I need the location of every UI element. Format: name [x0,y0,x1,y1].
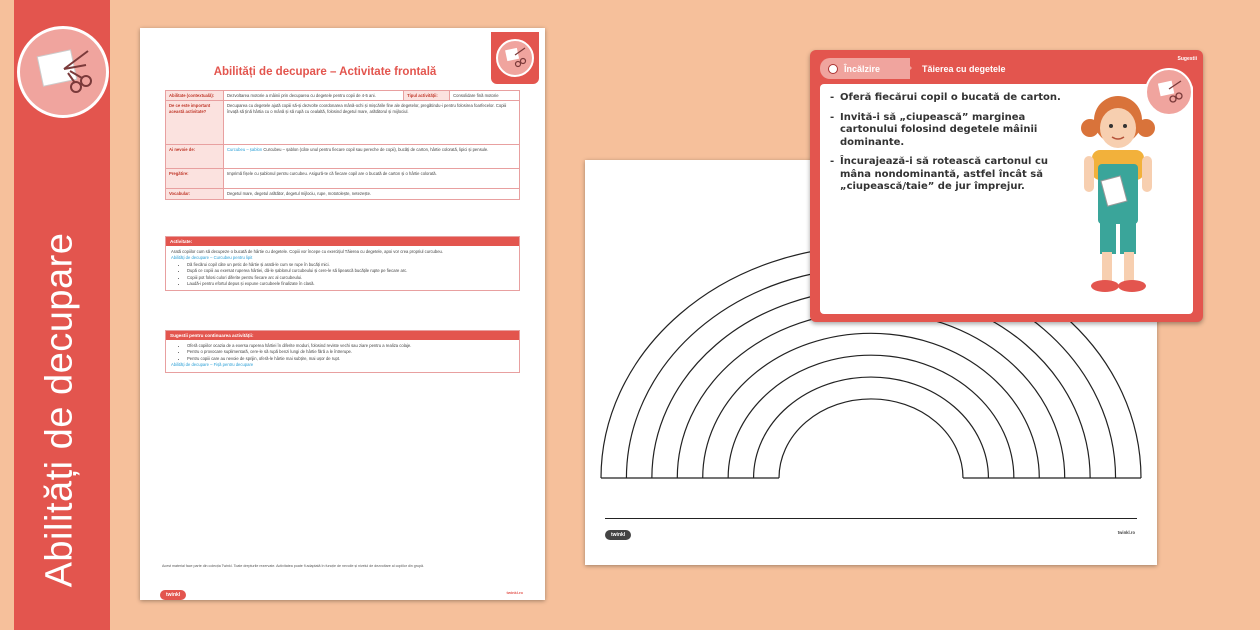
card-badge [1145,68,1193,116]
list-item: • Pentru o provocare suplimentară, cere-le să rupă benzi lungi de hârtie fără a le întrerupe. [187,349,514,354]
rainbow-arc [728,355,1014,478]
table-cell: Decuparea cu degetele ajută copiii să-și dezvolte coordonarea mână-ochi și mișcările fine ale degetelor, pregătindu-i pentru folosirea foarfecelor. Copiii învață să țină hârtia cu o mână și să rupă cu cealaltă, folosind degetul mare, arătătorul și mijlociul. [224,101,520,145]
resource-link[interactable]: Abilități de decupare – Fișă pentru decupare [171,362,254,368]
brand-url: twinkl.ro [506,590,523,595]
table-row [166,145,520,169]
band-stripe [0,0,14,630]
activity-steps [171,262,514,287]
list-item: • Dă fiecărui copil câte un petic de hârtie și arată-le cum se rupe în bucăți mici. [187,262,514,267]
footer-note: Acest material face parte din colecția Twinkl. Toate drepturile rezervate. Activitatea poate fi adaptată în funcție de nevoile și nivelul de dezvoltare al copiilor din grupă. [162,564,424,568]
side-band [0,0,110,630]
list-item: - Oferă fiecărui copil o bucată de carton. [830,92,1062,105]
table-row [166,101,520,145]
table-cell: Imprimă fișele cu șablonul pentru curcubeu. Asigură-te că fiecare copil are o bucată de carton și o hârtie colorată. [224,169,520,189]
table-label: De ce este important această activitate? [166,101,224,145]
tab-label: Tăierea cu degetele [922,63,1006,74]
card-body [820,84,1193,314]
table-cell: Consolidare fină motorie [450,91,520,101]
scissors-icon [1154,75,1184,110]
table-label: Vocabular: [166,189,224,199]
rainbow-arc [754,377,989,478]
brand-url: twinkl.ro [1117,530,1135,535]
sheet-divider [605,518,1137,519]
tab-finger-cutting[interactable] [910,58,1130,79]
rainbow-arc [779,399,963,478]
doc-title: Abilități de decupare – Activitate frontală [213,66,437,78]
table-cell-text: Curcubeu – șablon (câte unul pentru fiecare copil sau pereche de copii), bucăți de carton, hârtie colorată, lipici și pensule. [263,147,489,153]
table-label: Pregătire: [166,169,224,189]
template-link[interactable]: Curcubeu – șablon [227,147,263,153]
brand-logo: twinkl [160,590,186,600]
resource-link[interactable]: Abilități de decupare – Curcubeu pentru lipit [171,255,253,261]
table-label: Ai nevoie de: [166,145,224,169]
list-item: • După ce copiii au exersat ruperea hârtiei, dă-le șablonul curcubeului și cere-le să lipească bucățile rupte pe fiecare arc. [187,268,514,273]
tab-warmup[interactable] [820,58,910,79]
badge-label: Sugestii [1177,56,1197,62]
table-cell: Degetul mare, degetul arătător, degetul mijlociu, rupe, mototolește, netezește. [224,189,520,199]
instruction-list [830,92,1062,201]
lesson-table [165,90,520,200]
rainbow-arc [677,311,1064,478]
table-row [166,91,520,101]
instruction-card [810,50,1203,322]
list-item: • Copiii pot folosi culori diferite pentru fiecare arc al curcubeului. [187,275,514,280]
tab-label: Încălzire [844,63,881,74]
table-label: Tipul activității: [404,91,450,101]
table-row [166,169,520,189]
list-item: - Invită-i să „ciupească” marginea cartonului folosind degetele mâinii dominante. [830,112,1062,150]
section-heading: Sugestii pentru continuarea activității: [166,331,519,340]
activity-section [165,236,520,291]
logo-badge [17,26,109,118]
table-cell [224,145,520,169]
extension-steps [171,343,514,361]
lesson-plan-page [140,28,545,600]
section-heading: Activitate: [166,237,519,246]
extension-section [165,330,520,373]
section-intro: Arată copiilor cum să decupeze o bucată de hârtie cu degetele. Copiii vor începe cu exercițiul Tăierea cu degetele, apoi vor crea propriul curcubeu. [171,249,444,254]
table-cell: Dezvoltarea motorie a mâinii prin decuparea cu degetele pentru copii de 4-5 ani. [224,91,404,101]
radio-dot-icon [828,64,838,74]
list-item: • Laudă-i pentru efortul depus și expune curcubeele finalizate în clasă. [187,281,514,286]
brand-logo: twinkl [605,530,631,540]
table-row [166,189,520,199]
list-item: • Pentru copiii care au nevoie de sprijin, oferă-le hârtie mai subțire, mai ușor de rupt. [187,356,514,361]
list-item: - Încurajează-i să rotească cartonul cu mâna nondominantă, astfel încât să „ciupească/taie” de jur împrejur. [830,156,1062,194]
child-illustration [1070,92,1165,307]
band-title: Abilități de decupare [38,232,81,588]
scissors-paper-icon [30,37,96,108]
table-label: Abilitate (contextuală): [166,91,224,101]
list-item: • Oferă copiilor ocazia de a exersa ruperea hârtiei în diferite moduri, folosind reviste vechi sau ziare pentru a realiza colaje. [187,343,514,348]
